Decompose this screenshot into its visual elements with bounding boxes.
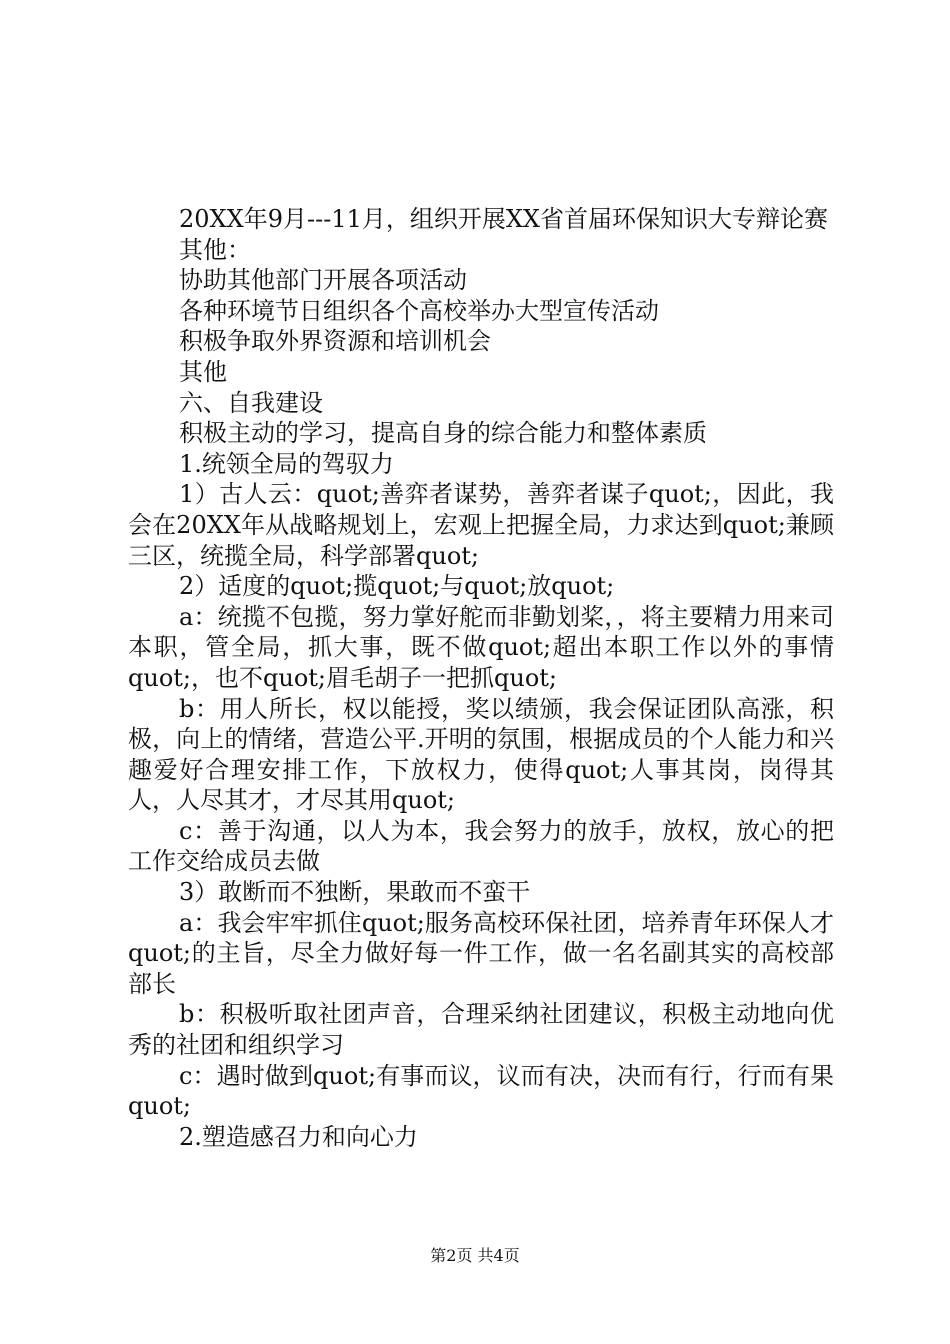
- section-heading: 六、自我建设: [179, 388, 323, 417]
- paragraph: 积极主动的学习，提高自身的综合能力和整体素质: [179, 419, 707, 448]
- paragraph: a：统揽不包揽，努力掌好舵而非勤划桨，，将主要精力用来司本职，管全局，抓大事，既不做quot;超出本职工作以外的事情quot;，也不quot;眉毛胡子一把抓quot;: [128, 602, 834, 692]
- paragraph: a：我会牢牢抓住quot;服务高校环保社团，培养青年环保人才quot;的主旨，尽全力做好每一件工作，做一名名副其实的高校部部长: [128, 908, 834, 998]
- subsection-heading: 2.塑造感召力和向心力: [179, 1122, 418, 1151]
- paragraph: 协助其他部门开展各项活动: [179, 266, 467, 295]
- page-footer: 第2页 共4页: [430, 1246, 520, 1265]
- document-body: [128, 204, 834, 1152]
- paragraph: c：遇时做到quot;有事而议，议而有决，决而有行，行而有果quot;: [128, 1061, 834, 1121]
- paragraph: 各种环境节日组织各个高校举办大型宣传活动: [179, 296, 659, 325]
- subsection-heading: 1.统领全局的驾驭力: [179, 449, 394, 478]
- paragraph: 1）古人云：quot;善弈者谋势，善弈者谋子quot;，因此，我会在20XX年从战略规划上，宏观上把握全局，力求达到quot;兼顾三区，统揽全局，科学部署quot;: [128, 480, 834, 570]
- paragraph: 其他：: [179, 235, 251, 264]
- paragraph: 2）适度的quot;揽quot;与quot;放quot;: [179, 572, 615, 601]
- paragraph: 其他: [179, 357, 227, 386]
- paragraph: 20XX年9月---11月，组织开展XX省首届环保知识大专辩论赛: [179, 205, 829, 233]
- paragraph: 积极争取外界资源和培训机会: [179, 327, 491, 356]
- paragraph: c：善于沟通，以人为本，我会努力的放手，放权，放心的把工作交给成员去做: [128, 816, 834, 876]
- paragraph: b：用人所长，权以能授，奖以绩颁，我会保证团队高涨，积极，向上的情绪，营造公平.开明的氛围，根据成员的个人能力和兴趣爱好合理安排工作，下放权力，使得quot;人事其岗，岗得其人，人尽其才，才尽其用quot;: [128, 694, 834, 815]
- paragraph: b：积极听取社团声音，合理采纳社团建议，积极主动地向优秀的社团和组织学习: [128, 1000, 834, 1060]
- paragraph: 3）敢断而不独断，果敢而不蛮干: [179, 878, 531, 907]
